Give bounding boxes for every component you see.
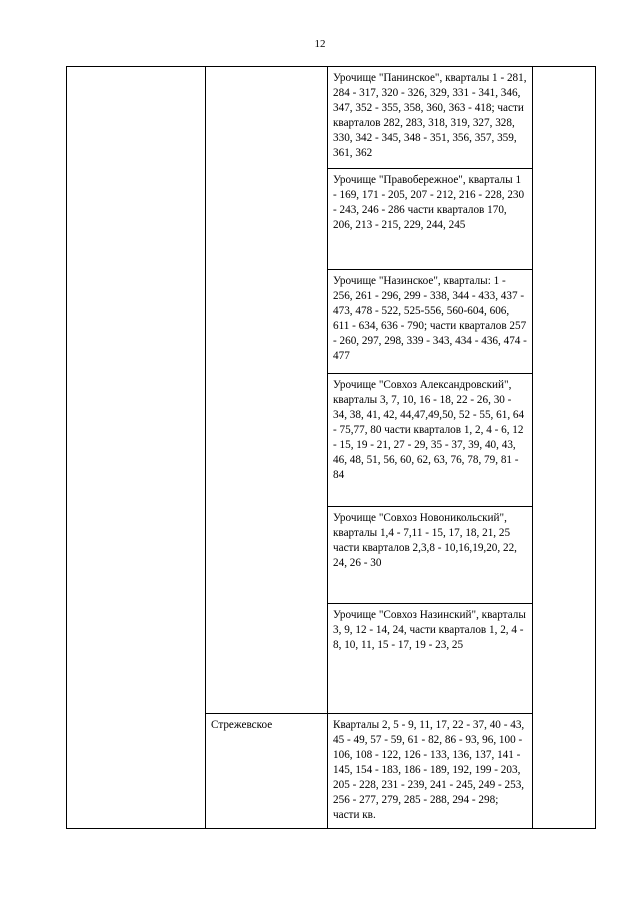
forest-quarters-table [66, 66, 596, 829]
district-name: Стрежевское [211, 719, 273, 731]
notes-cell [533, 67, 596, 829]
quarters-cell [328, 374, 533, 507]
quarters-text: Урочище "Совхоз Александровский", кварталы 3, 7, 10, 16 - 18, 22 - 26, 30 - 34, 38, 41, 42, 44,47,49,50, 52 - 55, 61, 64 - 75,77, 80 части кварталов 1, 2, 4 - 6, 12 - 15, 19 - 21, 27 - 29, 35 - 37, 39, 40, 43, 46, 48, 51, 56, 60, 62, 63, 76, 78, 79, 81 - 84 [333, 379, 525, 481]
quarters-cell [328, 67, 533, 169]
district-cell [206, 67, 328, 714]
quarters-text: Урочище "Назинское", кварталы: 1 - 256, 261 - 296, 299 - 338, 344 - 433, 437 - 473, 478 - 522, 525-556, 560-604, 606, 611 - 634, 636 - 790; части кварталов 257 - 260, 297, 298, 339 - 343, 434 - 436, 474 - 477 [333, 275, 527, 362]
quarters-cell [328, 507, 533, 604]
quarters-text: Урочище "Правобережное", кварталы 1 - 169, 171 - 205, 207 - 212, 216 - 228, 230 - 243, 246 - 286 части кварталов 170, 206, 213 - 215, 229, 244, 245 [333, 174, 525, 231]
quarters-cell [328, 270, 533, 374]
quarters-text: Кварталы 2, 5 - 9, 11, 17, 22 - 37, 40 - 43, 45 - 49, 57 - 59, 61 - 82, 86 - 93, 96, 100 - 106, 108 - 122, 126 - 133, 136, 137, 141 - 145, 154 - 183, 186 - 189, 192, 199 - 203, 205 - 228, 231 - 239, 241 - 245, 249 - 253, 256 - 277, 279, 285 - 288, 294 - 298; части кв. [333, 719, 525, 821]
quarters-cell [328, 714, 533, 829]
district-cell [206, 714, 328, 829]
page-number: 12 [314, 38, 326, 50]
quarters-text: Урочище "Совхоз Новоникольский", кварталы 1,4 - 7,11 - 15, 17, 18, 21, 25 части кварталов 2,3,8 - 10,16,19,20, 22, 24, 26 - 30 [333, 512, 517, 569]
quarters-cell [328, 169, 533, 270]
quarters-text: Урочище "Совхоз Назинский", кварталы 3, 9, 12 - 14, 24, части кварталов 1, 2, 4 - 8, 10, 11, 15 - 17, 19 - 23, 25 [333, 609, 526, 651]
quarters-text: Урочище "Панинское", кварталы 1 - 281, 284 - 317, 320 - 326, 329, 331 - 341, 346, 347, 352 - 355, 358, 360, 363 - 418; части кварталов 282, 283, 318, 319, 327, 328, 330, 342 - 345, 348 - 351, 356, 357, 359, 361, 362 [333, 72, 527, 159]
quarters-cell [328, 604, 533, 714]
region-cell [67, 67, 206, 829]
table-row [67, 67, 596, 169]
